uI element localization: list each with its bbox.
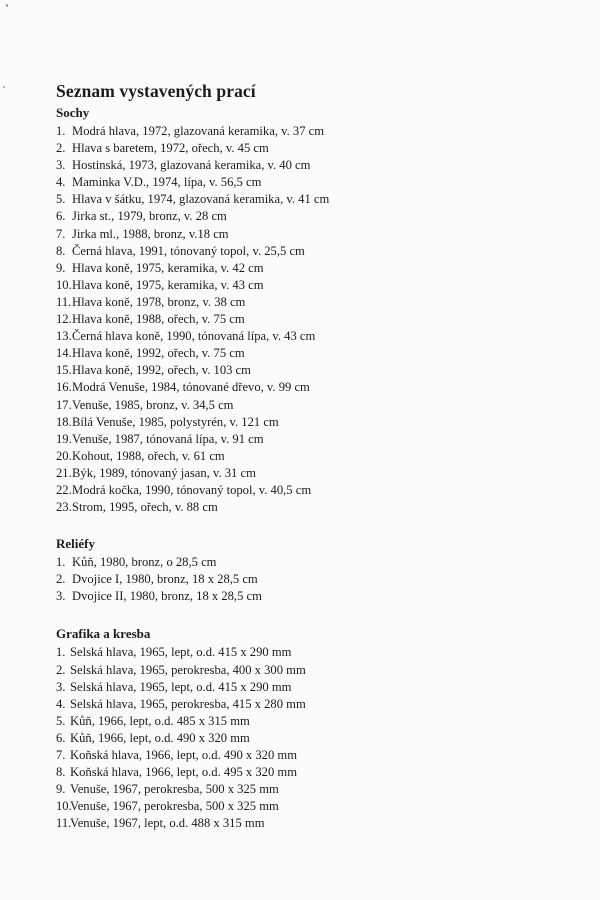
list-item (56, 243, 556, 260)
item-number: 8. (56, 765, 66, 780)
item-number: 1. (56, 645, 66, 660)
item-text: Koňská hlava, 1966, lept, o.d. 490 x 320 mm (70, 748, 298, 762)
document-title: Seznam vystavených prací (56, 81, 256, 101)
item-text: Modrá kočka, 1990, tónovaný topol, v. 40,5 cm (72, 482, 312, 497)
item-text: Kohout, 1988, ořech, v. 61 cm (72, 448, 225, 463)
list-item (56, 644, 556, 661)
list-item (56, 588, 556, 605)
list-item (56, 747, 556, 764)
item-number: 13. (56, 329, 72, 344)
item-number: 7. (56, 748, 66, 762)
list-item (56, 379, 556, 396)
item-number: 16. (56, 380, 72, 395)
item-text: Hlava koně, 1975, keramika, v. 43 cm (72, 277, 264, 292)
list-item (56, 208, 556, 225)
list-item (56, 482, 556, 499)
list-item (56, 571, 556, 588)
grafika-list (56, 644, 556, 832)
section-heading-reliefy: Reliéfy (56, 536, 95, 552)
item-text: Koňská hlava, 1966, lept, o.d. 495 x 320 mm (70, 765, 298, 780)
section-heading-grafika: Grafika a kresba (56, 626, 151, 642)
item-number: 11. (56, 816, 72, 831)
item-number: 17. (56, 397, 72, 412)
item-text: Černá hlava, 1991, tónovaný topol, v. 25,5 cm (72, 243, 305, 258)
section-sochy (56, 105, 556, 516)
list-item (56, 123, 556, 140)
item-text: Venuše, 1967, perokresba, 500 x 325 mm (70, 782, 279, 797)
section-grafika (56, 626, 556, 832)
item-text: Hlava koně, 1992, ořech, v. 103 cm (72, 363, 251, 378)
item-number: 20. (56, 448, 72, 463)
item-number: 7. (56, 226, 66, 241)
list-item (56, 696, 556, 713)
list-item (56, 448, 556, 465)
item-number: 23. (56, 500, 72, 515)
item-text: Selská hlava, 1965, perokresba, 400 x 300 mm (70, 662, 306, 677)
list-item (56, 397, 556, 414)
item-number: 6. (56, 209, 66, 224)
item-text: Maminka V.D., 1974, lípa, v. 56,5 cm (72, 175, 262, 190)
item-text: Hlava v šátku, 1974, glazovaná keramika, v. 41 cm (72, 192, 330, 207)
item-number: 12. (56, 312, 72, 327)
list-item (56, 414, 556, 431)
list-item (56, 798, 556, 815)
item-text: Selská hlava, 1965, perokresba, 415 x 280 mm (70, 696, 306, 711)
item-number: 4. (56, 696, 66, 711)
document-content (56, 81, 556, 832)
item-text: Jirka st., 1979, bronz, v. 28 cm (72, 209, 227, 224)
item-text: Strom, 1995, ořech, v. 88 cm (72, 500, 218, 515)
item-text: Jirka ml., 1988, bronz, v.18 cm (72, 226, 229, 241)
item-text: Hlava koně, 1975, keramika, v. 42 cm (72, 260, 264, 275)
list-item (56, 345, 556, 362)
item-text: Kůň, 1980, bronz, o 28,5 cm (72, 555, 217, 570)
list-item (56, 499, 556, 516)
item-text: Venuše, 1967, perokresba, 500 x 325 mm (70, 799, 279, 814)
item-text: Býk, 1989, tónovaný jasan, v. 31 cm (72, 465, 256, 480)
section-heading-sochy: Sochy (56, 105, 90, 120)
item-number: 9. (56, 782, 66, 797)
list-item (56, 191, 556, 208)
item-text: Hostinská, 1973, glazovaná keramika, v. 40 cm (72, 158, 311, 173)
reliefy-list (56, 554, 556, 605)
item-number: 21. (56, 465, 72, 480)
item-number: 10. (56, 277, 72, 292)
item-number: 1. (56, 124, 66, 138)
item-text: Kůň, 1966, lept, o.d. 490 x 320 mm (70, 730, 250, 745)
item-text: Hlava koně, 1988, ořech, v. 75 cm (72, 312, 245, 327)
section-reliefy (56, 536, 556, 605)
item-text: Venuše, 1967, lept, o.d. 488 x 315 mm (70, 816, 265, 831)
item-number: 10. (56, 799, 72, 814)
list-item (56, 679, 556, 696)
item-text: Selská hlava, 1965, lept, o.d. 415 x 290 mm (70, 645, 292, 660)
item-number: 2. (56, 141, 66, 156)
scan-speck (3, 86, 5, 88)
item-number: 3. (56, 589, 66, 604)
item-text: Hlava koně, 1992, ořech, v. 75 cm (72, 346, 245, 361)
item-text: Hlava koně, 1978, bronz, v. 38 cm (72, 294, 246, 309)
item-number: 2. (56, 572, 66, 587)
list-item (56, 277, 556, 294)
sochy-list (56, 123, 556, 516)
item-number: 3. (56, 158, 66, 173)
item-number: 1. (56, 555, 66, 570)
list-item (56, 174, 556, 191)
item-number: 6. (56, 730, 66, 745)
item-number: 3. (56, 679, 66, 694)
item-number: 15. (56, 363, 72, 378)
item-text: Venuše, 1985, bronz, v. 34,5 cm (72, 397, 234, 412)
item-text: Kůň, 1966, lept, o.d. 485 x 315 mm (70, 713, 250, 728)
list-item (56, 465, 556, 482)
item-text: Venuše, 1987, tónovaná lípa, v. 91 cm (72, 431, 264, 446)
item-number: 19. (56, 431, 72, 446)
list-item (56, 157, 556, 174)
list-item (56, 431, 556, 448)
item-number: 11. (56, 294, 72, 309)
list-item (56, 140, 556, 157)
item-number: 5. (56, 713, 66, 728)
item-text: Bílá Venuše, 1985, polystyrén, v. 121 cm (72, 414, 279, 429)
list-item (56, 294, 556, 311)
item-number: 18. (56, 414, 72, 429)
item-number: 4. (56, 175, 66, 190)
item-number: 8. (56, 243, 66, 258)
list-item (56, 713, 556, 730)
item-text: Dvojice II, 1980, bronz, 18 x 28,5 cm (72, 589, 262, 604)
item-text: Selská hlava, 1965, lept, o.d. 415 x 290 mm (70, 679, 292, 694)
list-item (56, 815, 556, 832)
item-number: 2. (56, 662, 66, 677)
item-text: Dvojice I, 1980, bronz, 18 x 28,5 cm (72, 572, 258, 587)
scan-speck (6, 4, 8, 7)
item-text: Modrá hlava, 1972, glazovaná keramika, v. 37 cm (72, 124, 325, 138)
list-item (56, 730, 556, 747)
list-item (56, 311, 556, 328)
list-item (56, 554, 556, 571)
item-text: Černá hlava koně, 1990, tónovaná lípa, v. 43 cm (72, 329, 316, 344)
list-item (56, 781, 556, 798)
list-item (56, 362, 556, 379)
item-number: 22. (56, 482, 72, 497)
item-number: 5. (56, 192, 66, 207)
list-item (56, 328, 556, 345)
list-item (56, 226, 556, 243)
item-number: 14. (56, 346, 72, 361)
item-text: Hlava s baretem, 1972, ořech, v. 45 cm (72, 141, 269, 156)
item-number: 9. (56, 260, 66, 275)
list-item (56, 260, 556, 277)
list-item (56, 764, 556, 781)
item-text: Modrá Venuše, 1984, tónované dřevo, v. 99 cm (72, 380, 310, 395)
list-item (56, 662, 556, 679)
